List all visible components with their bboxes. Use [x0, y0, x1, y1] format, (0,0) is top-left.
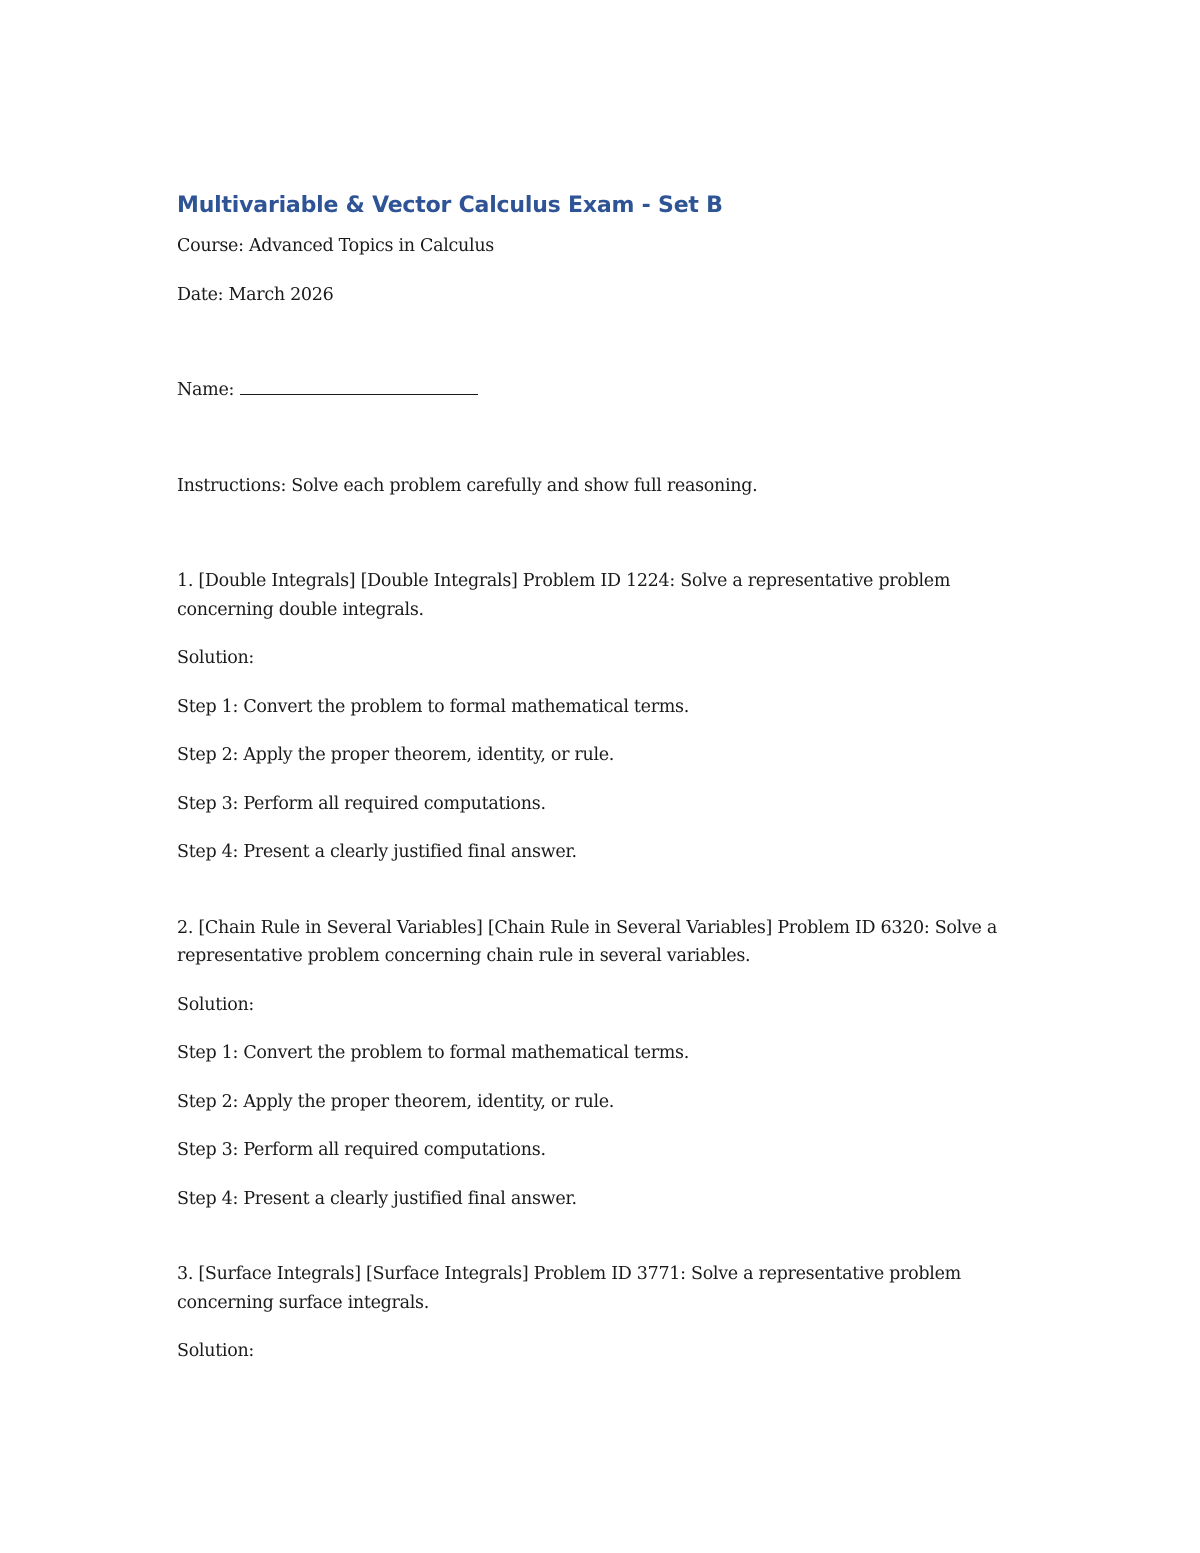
solution-step: Step 2: Apply the proper theorem, identity, or rule. [177, 745, 615, 765]
name-blank-line [240, 376, 478, 395]
problem-text: 1. [Double Integrals] [Double Integrals] Problem ID 1224: Solve a representative problem concerning double integrals. [177, 571, 951, 620]
date-line: Date: March 2026 [177, 284, 334, 305]
solution-step: Step 3: Perform all required computations. [177, 793, 546, 814]
problem-2 [177, 914, 1027, 1214]
solution-label: Solution: [177, 1341, 255, 1361]
solution-step: Step 4: Present a clearly justified final answer. [177, 1188, 577, 1209]
name-field-row [177, 376, 1027, 405]
solution-label: Solution: [177, 994, 255, 1015]
solution-step: Step 4: Present a clearly justified final answer. [177, 842, 577, 862]
problem-3 [177, 1260, 1027, 1366]
solution-step: Step 1: Convert the problem to formal mathematical terms. [177, 696, 690, 717]
problem-text: 2. [Chain Rule in Several Variables] [Chain Rule in Several Variables] Problem ID 6320: Solve a representative problem concerning chain rule in several variables. [177, 917, 997, 966]
solution-step: Step 3: Perform all required computations. [177, 1140, 546, 1160]
solution-label: Solution: [177, 648, 255, 668]
course-line: Course: Advanced Topics in Calculus [177, 236, 494, 256]
exam-title: Multivariable & Vector Calculus Exam - Set B [177, 193, 723, 218]
problem-1 [177, 567, 1027, 867]
name-label: Name: [177, 380, 235, 400]
document-body [177, 191, 1027, 1386]
solution-step: Step 1: Convert the problem to formal mathematical terms. [177, 1043, 690, 1063]
instructions: Instructions: Solve each problem carefully and show full reasoning. [177, 475, 758, 496]
solution-step: Step 2: Apply the proper theorem, identity, or rule. [177, 1091, 615, 1112]
problem-text: 3. [Surface Integrals] [Surface Integrals] Problem ID 3771: Solve a representative problem concerning surface integrals. [177, 1264, 961, 1313]
